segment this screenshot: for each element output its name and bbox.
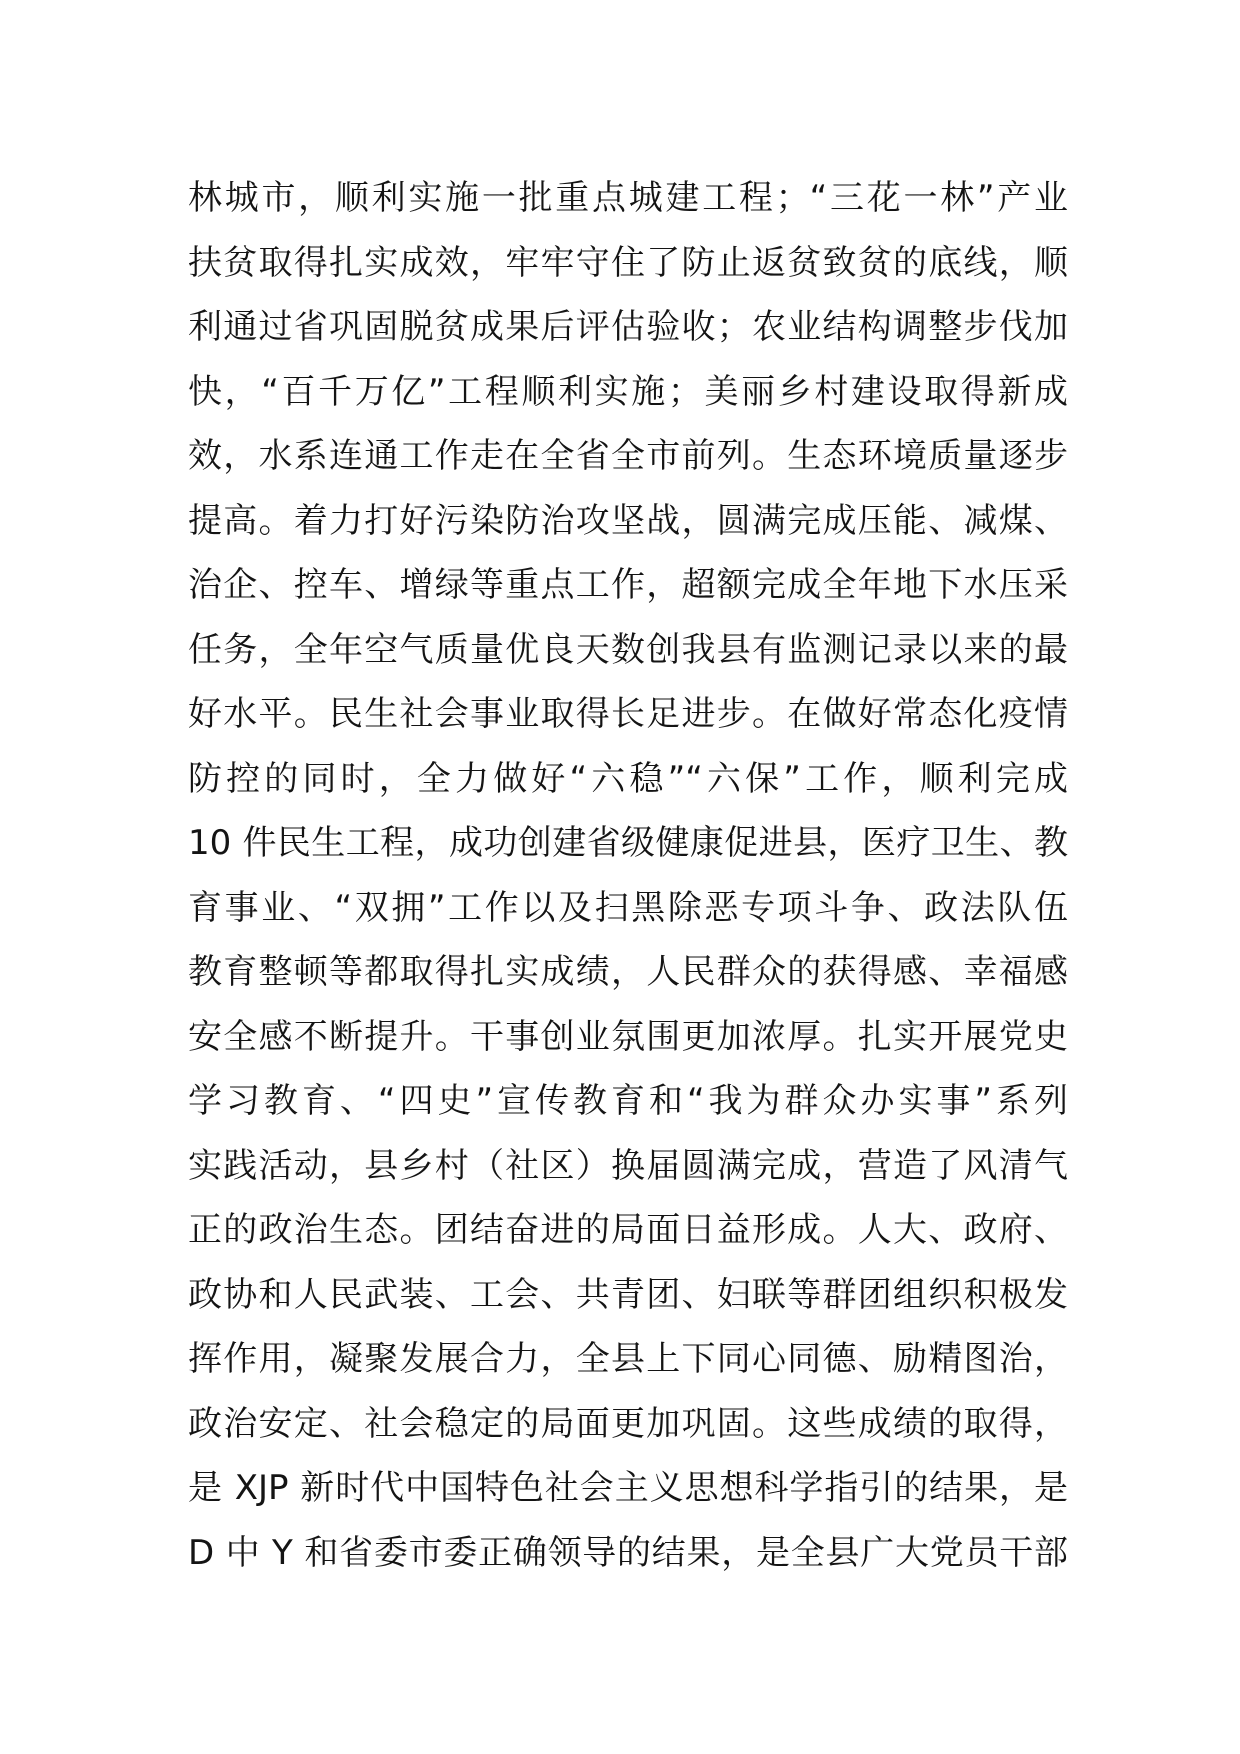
text-line: 10 件民生工程，成功创建省级健康促进县，医疗卫生、教 <box>188 823 1068 863</box>
text-line: 学习教育、“四史”宣传教育和“我为群众办实事”系列 <box>188 1081 1068 1121</box>
body-paragraph <box>188 166 1068 1585</box>
text-line: 教育整顿等都取得扎实成绩，人民群众的获得感、幸福感 <box>188 952 1068 992</box>
text-line: 正的政治生态。团结奋进的局面日益形成。人大、政府、 <box>188 1210 1068 1250</box>
text-line: 利通过省巩固脱贫成果后评估验收；农业结构调整步伐加 <box>188 307 1068 347</box>
text-line: 政协和人民武装、工会、共青团、妇联等群团组织积极发 <box>188 1274 1068 1315</box>
text-line: 林城市，顺利实施一批重点城建工程；“三花一林”产业 <box>188 178 1068 218</box>
text-line: 治企、控车、增绿等重点工作，超额完成全年地下水压采 <box>188 565 1068 605</box>
text-line: 效，水系连通工作走在全省全市前列。生态环境质量逐步 <box>188 436 1068 476</box>
text-line: 防控的同时，全力做好“六稳”“六保”工作，顺利完成 <box>188 758 1068 799</box>
text-line: 挥作用，凝聚发展合力，全县上下同心同德、励精图治， <box>188 1339 1068 1379</box>
text-line: D 中 Y 和省委市委正确领导的结果，是全县广大党员干部 <box>188 1532 1068 1573</box>
text-line: 政治安定、社会稳定的局面更加巩固。这些成绩的取得， <box>188 1403 1068 1444</box>
text-line: 快，“百千万亿”工程顺利实施；美丽乡村建设取得新成 <box>188 371 1068 412</box>
text-line: 提高。着力打好污染防治攻坚战，圆满完成压能、减煤、 <box>188 500 1068 541</box>
text-line: 扶贫取得扎实成效，牢牢守住了防止返贫致贫的底线，顺 <box>188 242 1068 283</box>
text-line: 好水平。民生社会事业取得长足进步。在做好常态化疫情 <box>188 694 1068 734</box>
text-line: 是 XJP 新时代中国特色社会主义思想科学指引的结果，是 <box>188 1468 1068 1508</box>
text-line: 任务，全年空气质量优良天数创我县有监测记录以来的最 <box>188 629 1068 670</box>
text-line: 育事业、“双拥”工作以及扫黑除恶专项斗争、政法队伍 <box>188 887 1068 928</box>
text-line: 安全感不断提升。干事创业氛围更加浓厚。扎实开展党史 <box>188 1016 1068 1057</box>
text-line: 实践活动，县乡村（社区）换届圆满完成，营造了风清气 <box>188 1145 1068 1186</box>
